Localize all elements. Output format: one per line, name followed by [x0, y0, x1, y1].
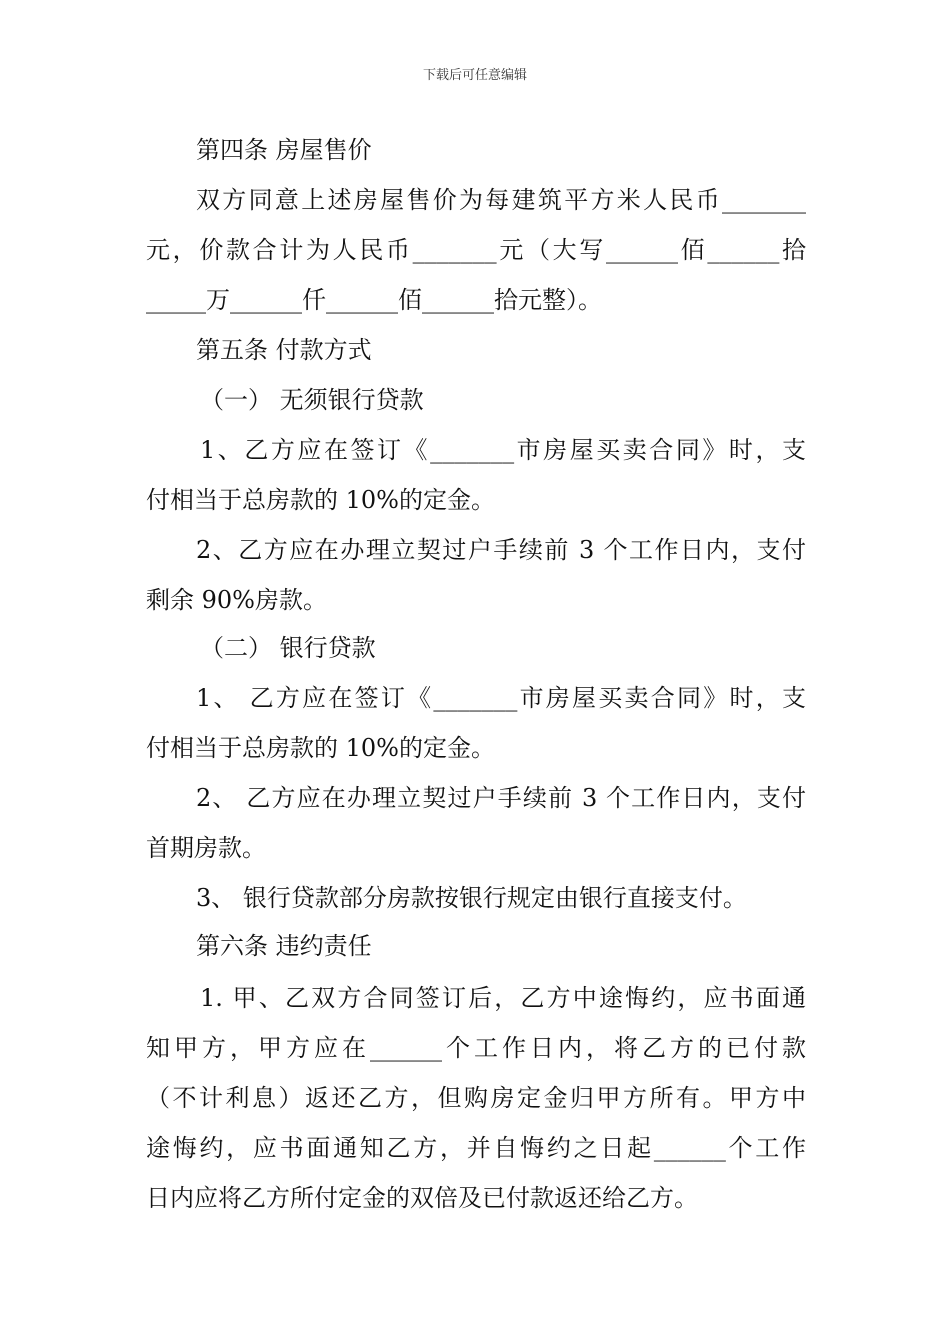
article-6-line-1: 1. 甲、乙双方合同签订后，乙方中途悔约，应书面通: [200, 984, 806, 1012]
section-2-item-2-line-2: 首期房款。: [146, 834, 266, 862]
section-1-item-1-line-1: 1、乙方应在签订《_______市房屋买卖合同》时，支: [200, 436, 806, 464]
page-header: 下载后可任意编辑: [422, 68, 527, 83]
article-4-heading: 第四条 房屋售价: [196, 136, 372, 164]
section-2-item-1-line-2: 付相当于总房款的 10%的定金。: [146, 734, 495, 762]
article-6-line-5: 日内应将乙方所付定金的双倍及已付款返还给乙方。: [146, 1184, 698, 1212]
section-2-heading: （二） 银行贷款: [200, 634, 376, 662]
article-4-line-2: 元，价款合计为人民币_______元（大写______佰______拾: [146, 236, 806, 264]
article-4-line-1: 双方同意上述房屋售价为每建筑平方米人民币_______: [196, 186, 806, 214]
section-2-item-2-line-1: 2、 乙方应在办理立契过户手续前 3 个工作日内，支付: [196, 784, 806, 812]
section-1-item-2-line-2: 剩余 90%房款。: [146, 586, 327, 614]
section-1-item-2-line-1: 2、乙方应在办理立契过户手续前 3 个工作日内，支付: [196, 536, 806, 564]
article-4-line-3: _____万______仟______佰______拾元整）。: [146, 286, 602, 314]
article-6-line-2: 知甲方，甲方应在______个工作日内，将乙方的已付款: [146, 1034, 806, 1062]
article-6-heading: 第六条 违约责任: [196, 932, 372, 960]
section-1-heading: （一） 无须银行贷款: [200, 386, 424, 414]
section-2-item-1-line-1: 1、 乙方应在签订《_______市房屋买卖合同》时，支: [196, 684, 806, 712]
section-1-item-1-line-2: 付相当于总房款的 10%的定金。: [146, 486, 495, 514]
article-6-line-3: （不计利息）返还乙方，但购房定金归甲方所有。甲方中: [146, 1084, 806, 1112]
article-6-line-4: 途悔约，应书面通知乙方，并自悔约之日起______个工作: [146, 1134, 806, 1162]
article-5-heading: 第五条 付款方式: [196, 336, 372, 364]
section-2-item-3: 3、 银行贷款部分房款按银行规定由银行直接支付。: [196, 884, 747, 912]
